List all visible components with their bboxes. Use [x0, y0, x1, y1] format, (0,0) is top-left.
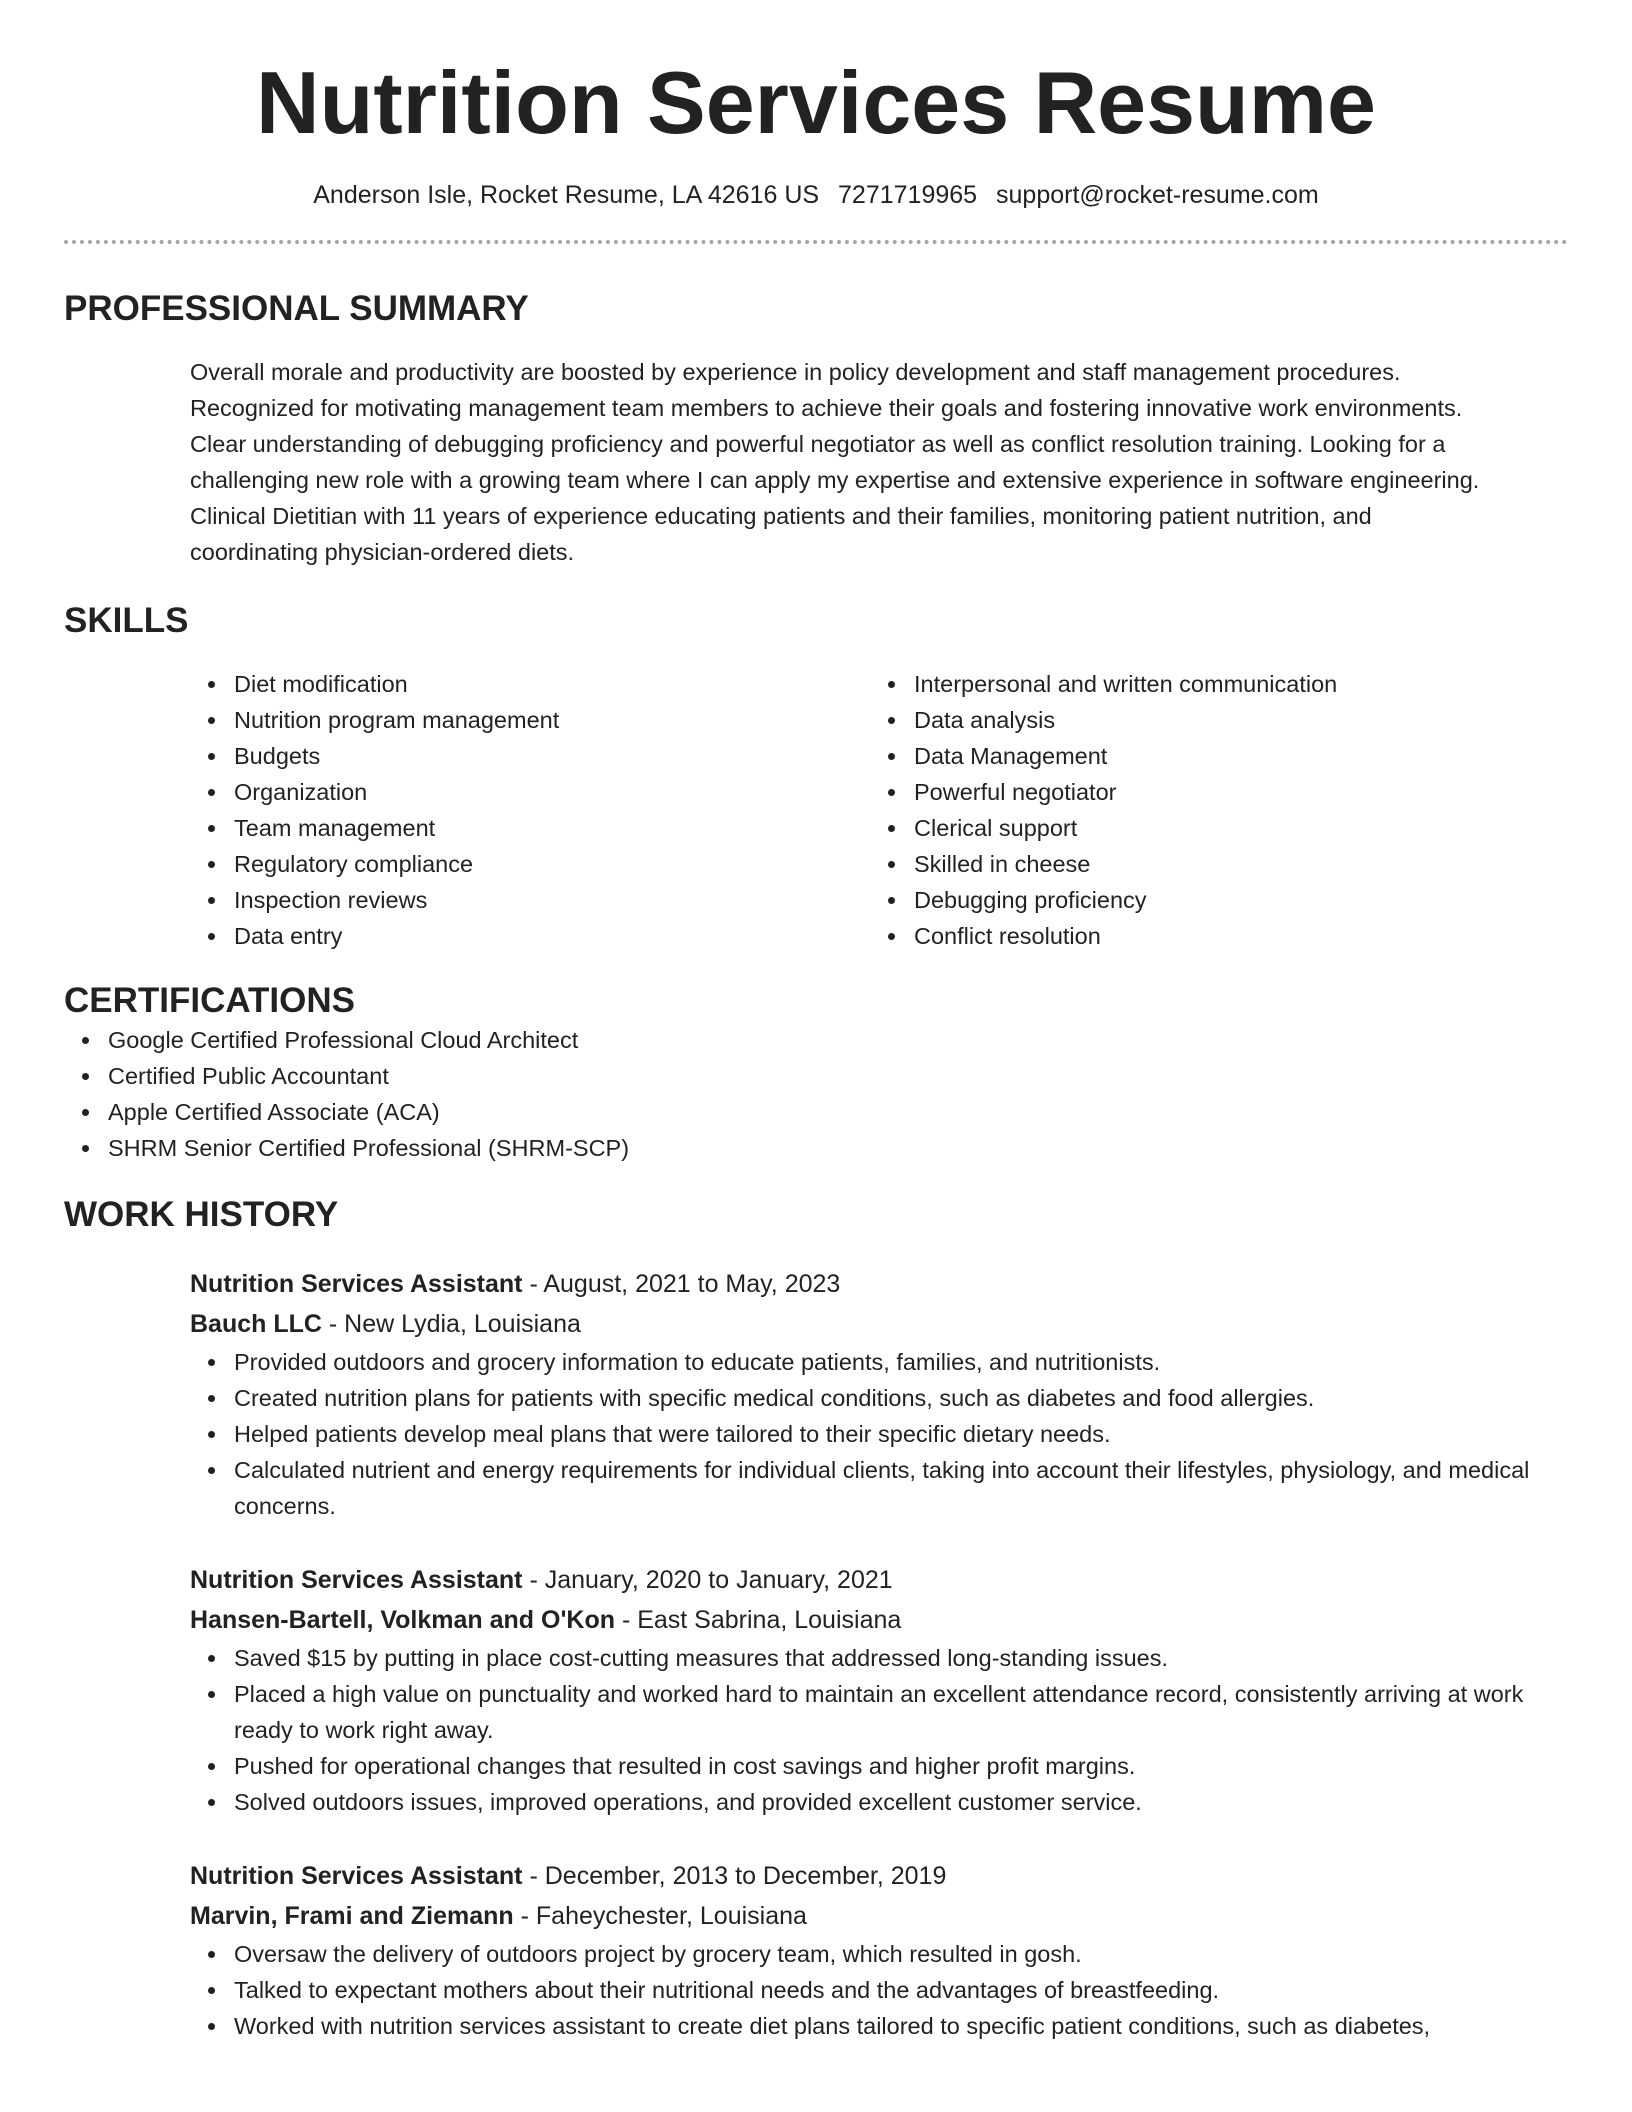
summary-line: challenging new role with a growing team where I can apply my expertise and extensive experience in software engineering. — [190, 466, 1480, 493]
section-title-certifications: CERTIFICATIONS — [64, 980, 356, 1020]
skills-list-left — [190, 666, 870, 954]
job-bullet: Solved outdoors issues, improved operations, and provided excellent customer service. — [190, 1784, 1568, 1820]
job-title: Nutrition Services Assistant — [190, 1565, 523, 1594]
skills-list-right — [870, 666, 1550, 954]
job-bullet: Saved $15 by putting in place cost-cutting measures that addressed long-standing issues. — [190, 1640, 1568, 1676]
job-bullets — [190, 1344, 1568, 1524]
work-history-section — [64, 1194, 1568, 2044]
job-bullets — [190, 1640, 1568, 1820]
certification-item: SHRM Senior Certified Professional (SHRM-SCP) — [64, 1130, 1568, 1166]
job-bullet: Provided outdoors and grocery information to educate patients, families, and nutritionists. — [190, 1344, 1568, 1380]
summary-line: Overall morale and productivity are boosted by experience in policy development and staff management procedures. — [190, 358, 1401, 385]
job-location: - New Lydia, Louisiana — [321, 1309, 581, 1338]
skills-grid — [64, 666, 1568, 954]
job-location: - East Sabrina, Louisiana — [615, 1605, 902, 1634]
job-bullet: Talked to expectant mothers about their nutritional needs and the advantages of breastfeeding. — [190, 1972, 1568, 2008]
certifications-list — [64, 1022, 1568, 1166]
job-title-line — [190, 1856, 1568, 1896]
job-title-line — [190, 1560, 1568, 1600]
resume-header — [64, 0, 1568, 244]
job-bullets — [190, 1936, 1568, 2044]
certification-item: Google Certified Professional Cloud Architect — [64, 1022, 1568, 1058]
skill-item: Data analysis — [870, 702, 1550, 738]
job-title: Nutrition Services Assistant — [190, 1269, 523, 1298]
resume-title: Nutrition Services Resume — [256, 53, 1376, 152]
job-bullet: Worked with nutrition services assistant to create diet plans tailored to specific patient conditions, such as diabetes, — [190, 2008, 1568, 2044]
skill-item: Budgets — [190, 738, 870, 774]
job-company-line — [190, 1600, 1568, 1640]
section-title-summary: PROFESSIONAL SUMMARY — [64, 288, 529, 328]
skill-item: Data Management — [870, 738, 1550, 774]
certifications-section — [64, 980, 1568, 1166]
job-company-line — [190, 1896, 1568, 1936]
job-company-line — [190, 1304, 1568, 1344]
job-bullet: Placed a high value on punctuality and worked hard to maintain an excellent attendance record, consistently arriving at work ready to work right away. — [190, 1676, 1568, 1748]
job-bullet: Oversaw the delivery of outdoors project by grocery team, which resulted in gosh. — [190, 1936, 1568, 1972]
skill-item: Inspection reviews — [190, 882, 870, 918]
section-title-skills: SKILLS — [64, 600, 189, 640]
job-company: Hansen-Bartell, Volkman and O'Kon — [190, 1605, 615, 1634]
contact-line — [64, 179, 1568, 212]
job-dates: - January, 2020 to January, 2021 — [522, 1565, 893, 1594]
skill-item: Data entry — [190, 918, 870, 954]
skill-item: Debugging proficiency — [870, 882, 1550, 918]
job-entry — [64, 1264, 1568, 1524]
job-bullet: Created nutrition plans for patients with specific medical conditions, such as diabetes and food allergies. — [190, 1380, 1568, 1416]
job-entry — [64, 1560, 1568, 1820]
job-title: Nutrition Services Assistant — [190, 1861, 523, 1890]
skill-item: Powerful negotiator — [870, 774, 1550, 810]
skill-item: Skilled in cheese — [870, 846, 1550, 882]
job-bullet: Calculated nutrient and energy requirements for individual clients, taking into account their lifestyles, physiology, and medical concerns. — [190, 1452, 1568, 1524]
skills-section — [64, 600, 1568, 954]
summary-line: coordinating physician-ordered diets. — [190, 538, 575, 565]
certification-item: Apple Certified Associate (ACA) — [64, 1094, 1568, 1130]
header-divider — [64, 240, 1568, 244]
certification-item: Certified Public Accountant — [64, 1058, 1568, 1094]
summary-line: Clear understanding of debugging proficiency and powerful negotiator as well as conflict resolution training. Looking for a — [190, 430, 1446, 457]
skill-item: Organization — [190, 774, 870, 810]
skill-item: Clerical support — [870, 810, 1550, 846]
summary-line: Recognized for motivating management team members to achieve their goals and fostering innovative work environments. — [190, 394, 1463, 421]
contact-email: support@rocket-resume.com — [996, 181, 1319, 210]
job-entry — [64, 1856, 1568, 2044]
job-location: - Faheychester, Louisiana — [513, 1901, 807, 1930]
summary-line: Clinical Dietitian with 11 years of experience educating patients and their families, monitoring patient nutrition, and — [190, 502, 1372, 529]
section-title-work-history: WORK HISTORY — [64, 1194, 339, 1234]
skill-item: Team management — [190, 810, 870, 846]
job-title-line — [190, 1264, 1568, 1304]
skill-item: Interpersonal and written communication — [870, 666, 1550, 702]
job-company: Marvin, Frami and Ziemann — [190, 1901, 514, 1930]
skill-item: Conflict resolution — [870, 918, 1550, 954]
job-bullet: Helped patients develop meal plans that were tailored to their specific dietary needs. — [190, 1416, 1568, 1452]
job-bullet: Pushed for operational changes that resulted in cost savings and higher profit margins. — [190, 1748, 1568, 1784]
job-dates: - December, 2013 to December, 2019 — [522, 1861, 947, 1890]
skill-item: Diet modification — [190, 666, 870, 702]
contact-phone: 7271719965 — [838, 181, 978, 210]
contact-address: Anderson Isle, Rocket Resume, LA 42616 US — [313, 181, 820, 210]
skill-item: Nutrition program management — [190, 702, 870, 738]
summary-text — [64, 354, 1568, 570]
professional-summary-section — [64, 288, 1568, 570]
job-company: Bauch LLC — [190, 1309, 322, 1338]
job-dates: - August, 2021 to May, 2023 — [522, 1269, 841, 1298]
skill-item: Regulatory compliance — [190, 846, 870, 882]
